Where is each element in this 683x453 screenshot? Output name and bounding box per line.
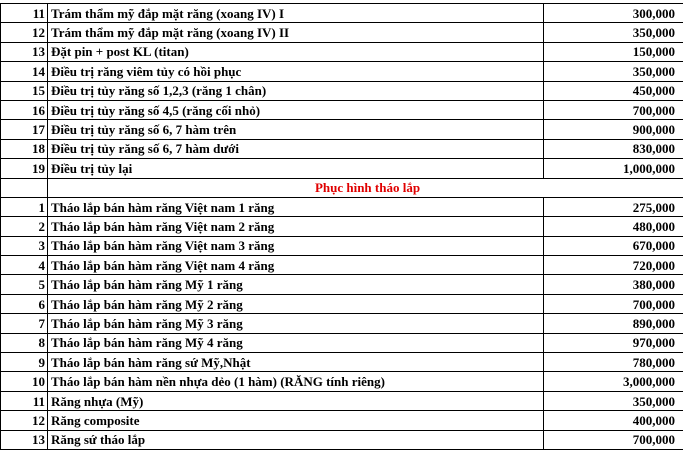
- service-name: Điều trị tủy răng số 4,5 (răng cối nhỏ): [48, 100, 544, 119]
- service-name: Tháo lắp bán hàm răng sứ Mỹ,Nhật: [48, 353, 544, 372]
- service-price: 670,000: [544, 236, 683, 255]
- service-name: Răng composite: [48, 411, 544, 430]
- service-price: 450,000: [544, 81, 683, 100]
- row-number: 12: [1, 23, 48, 42]
- service-name: Đặt pin + post KL (titan): [48, 42, 544, 61]
- row-number: 18: [1, 139, 48, 158]
- row-number: 4: [1, 256, 48, 275]
- service-name: Tháo lắp bán hàm răng Mỹ 3 răng: [48, 314, 544, 333]
- row-number: 1: [1, 197, 48, 216]
- row-number: 13: [1, 42, 48, 61]
- section-number-cell: [1, 178, 48, 197]
- table-row: [1, 236, 683, 255]
- table-row: [1, 314, 683, 333]
- table-row: [1, 275, 683, 294]
- service-name: Điều trị tủy răng số 6, 7 hàm dưới: [48, 139, 544, 158]
- service-price: 970,000: [544, 333, 683, 352]
- table-row: [1, 294, 683, 313]
- table-row: [1, 391, 683, 410]
- service-price: 350,000: [544, 23, 683, 42]
- service-price: 900,000: [544, 120, 683, 139]
- table-row: [1, 62, 683, 81]
- price-table-body: [1, 4, 683, 450]
- service-name: Răng nhựa (Mỹ): [48, 391, 544, 410]
- service-price: 400,000: [544, 411, 683, 430]
- section-row: [1, 178, 683, 197]
- service-price: 780,000: [544, 353, 683, 372]
- service-name: Tháo lắp bán hàm răng Việt nam 4 răng: [48, 256, 544, 275]
- service-price: 1,000,000: [544, 159, 683, 178]
- service-price: 890,000: [544, 314, 683, 333]
- row-number: 15: [1, 81, 48, 100]
- service-name: Điều trị tủy răng số 6, 7 hàm trên: [48, 120, 544, 139]
- table-row: [1, 430, 683, 449]
- row-number: 5: [1, 275, 48, 294]
- service-price: 3,000,000: [544, 372, 683, 391]
- service-price: 350,000: [544, 391, 683, 410]
- row-number: 7: [1, 314, 48, 333]
- row-number: 11: [1, 4, 48, 23]
- service-name: Răng sứ tháo lắp: [48, 430, 544, 449]
- service-name: Tháo lắp bán hàm răng Mỹ 2 răng: [48, 294, 544, 313]
- table-row: [1, 139, 683, 158]
- price-table: [0, 3, 683, 450]
- table-row: [1, 42, 683, 61]
- row-number: 13: [1, 430, 48, 449]
- service-name: Tháo lắp bán hàm răng Mỹ 4 răng: [48, 333, 544, 352]
- service-name: Tháo lắp bán hàm răng Việt nam 2 răng: [48, 217, 544, 236]
- service-name: Tháo lắp bán hàm răng Việt nam 1 răng: [48, 197, 544, 216]
- section-title: Phục hình tháo lắp: [48, 178, 683, 197]
- service-name: Điều trị răng viêm tủy có hồi phục: [48, 62, 544, 81]
- service-price: 720,000: [544, 256, 683, 275]
- table-row: [1, 333, 683, 352]
- service-price: 480,000: [544, 217, 683, 236]
- table-row: [1, 256, 683, 275]
- table-row: [1, 23, 683, 42]
- service-price: 380,000: [544, 275, 683, 294]
- table-row: [1, 197, 683, 216]
- service-price: 150,000: [544, 42, 683, 61]
- row-number: 8: [1, 333, 48, 352]
- table-row: [1, 217, 683, 236]
- service-name: Tháo lắp bán hàm nền nhựa dẻo (1 hàm) (RĂNG tính riêng): [48, 372, 544, 391]
- service-price: 300,000: [544, 4, 683, 23]
- row-number: 6: [1, 294, 48, 313]
- table-row: [1, 4, 683, 23]
- row-number: 19: [1, 159, 48, 178]
- table-row: [1, 353, 683, 372]
- service-price: 700,000: [544, 100, 683, 119]
- table-row: [1, 372, 683, 391]
- row-number: 2: [1, 217, 48, 236]
- price-list-sheet: [0, 3, 681, 450]
- service-price: 350,000: [544, 62, 683, 81]
- service-name: Điều trị tủy răng số 1,2,3 (răng 1 chân): [48, 81, 544, 100]
- service-price: 830,000: [544, 139, 683, 158]
- table-row: [1, 411, 683, 430]
- service-name: Tháo lắp bán hàm răng Mỹ 1 răng: [48, 275, 544, 294]
- row-number: 9: [1, 353, 48, 372]
- row-number: 14: [1, 62, 48, 81]
- row-number: 12: [1, 411, 48, 430]
- table-row: [1, 120, 683, 139]
- row-number: 11: [1, 391, 48, 410]
- service-name: Trám thẩm mỹ đắp mặt răng (xoang IV) II: [48, 23, 544, 42]
- row-number: 17: [1, 120, 48, 139]
- row-number: 3: [1, 236, 48, 255]
- service-price: 700,000: [544, 430, 683, 449]
- row-number: 10: [1, 372, 48, 391]
- table-row: [1, 100, 683, 119]
- service-name: Điều trị tủy lại: [48, 159, 544, 178]
- service-price: 275,000: [544, 197, 683, 216]
- row-number: 16: [1, 100, 48, 119]
- service-name: Tháo lắp bán hàm răng Việt nam 3 răng: [48, 236, 544, 255]
- service-name: Trám thẩm mỹ đắp mặt răng (xoang IV) I: [48, 4, 544, 23]
- table-row: [1, 159, 683, 178]
- service-price: 700,000: [544, 294, 683, 313]
- table-row: [1, 81, 683, 100]
